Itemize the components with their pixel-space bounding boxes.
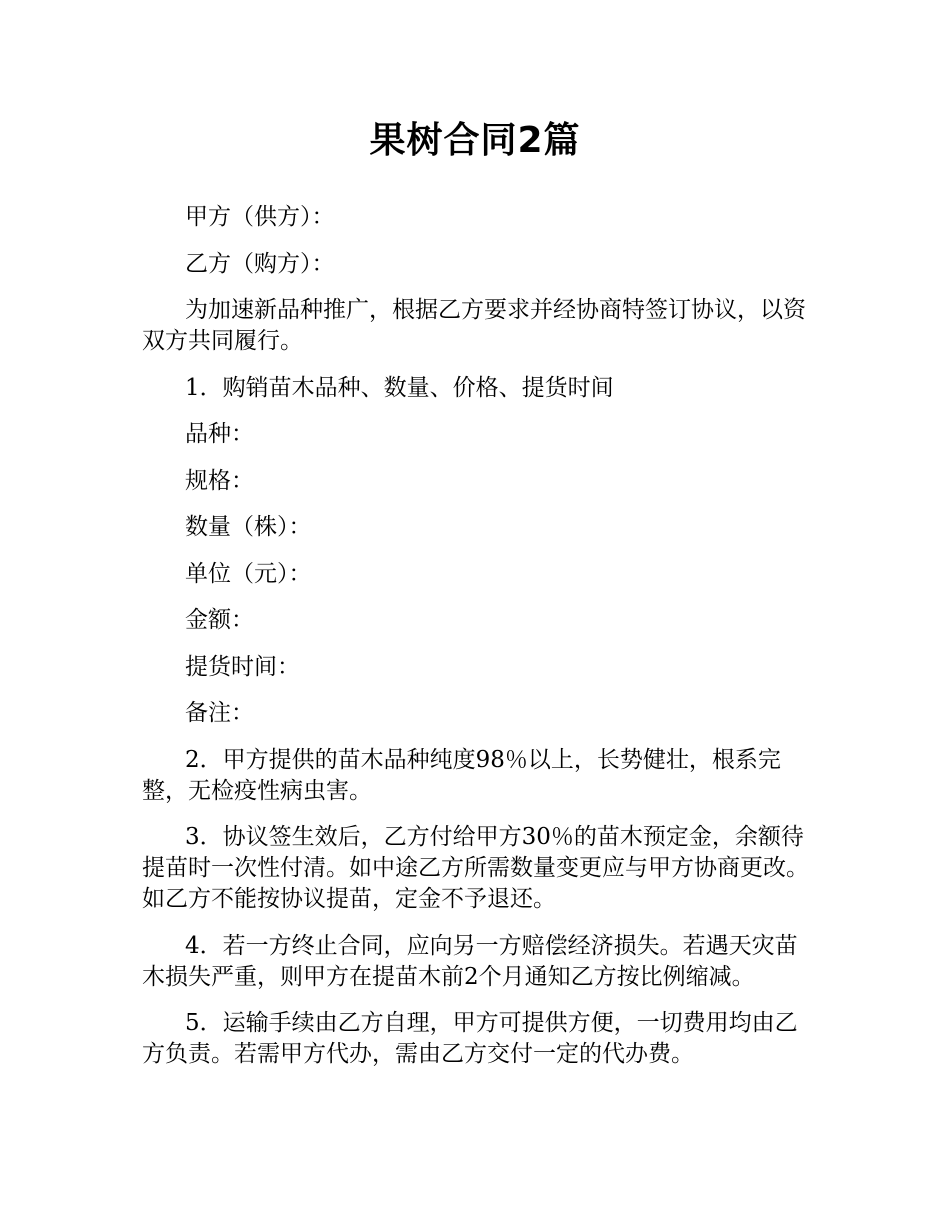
- clause-3-paragraph: 3．协议签生效后，乙方付给甲方30％的苗木预定金，余额待提苗时一次性付清。如中途乙方所需数量变更应与甲方协商更改。如乙方不能按协议提苗，定金不予退还。: [142, 824, 809, 912]
- field-variety: 品种：: [185, 421, 254, 447]
- field-quantity: 数量（株）：: [185, 514, 312, 540]
- field-unit-price: 单位（元）：: [185, 560, 312, 587]
- clause-1-heading: 1．购销苗木品种、数量、价格、提货时间: [185, 374, 614, 401]
- field-remarks: 备注：: [185, 700, 254, 726]
- clause-4-paragraph: 4．若一方终止合同，应向另一方赔偿经济损失。若遇天灾苗木损失严重，则甲方在提苗木前2个月通知乙方按比例缩减。: [142, 932, 798, 990]
- field-amount: 金额：: [185, 607, 254, 633]
- field-pickup-time: 提货时间：: [185, 653, 300, 680]
- preamble-paragraph: 为加速新品种推广，根据乙方要求并经协商特签订协议，以资双方共同履行。: [142, 297, 806, 354]
- clause-2-paragraph: 2．甲方提供的苗木品种纯度98％以上，长势健壮，根系完整，无检疫性病虫害。: [142, 746, 781, 804]
- clause-5-paragraph: 5．运输手续由乙方自理，甲方可提供方便，一切费用均由乙方负责。若需甲方代办，需由乙方交付一定的代办费。: [142, 1010, 798, 1067]
- document-title: 果树合同2篇: [369, 120, 581, 161]
- party-a-line: 甲方（供方）：: [185, 204, 335, 230]
- party-b-line: 乙方（购方）：: [185, 250, 335, 277]
- field-specification: 规格：: [185, 467, 254, 494]
- document-body: [142, 202, 812, 1086]
